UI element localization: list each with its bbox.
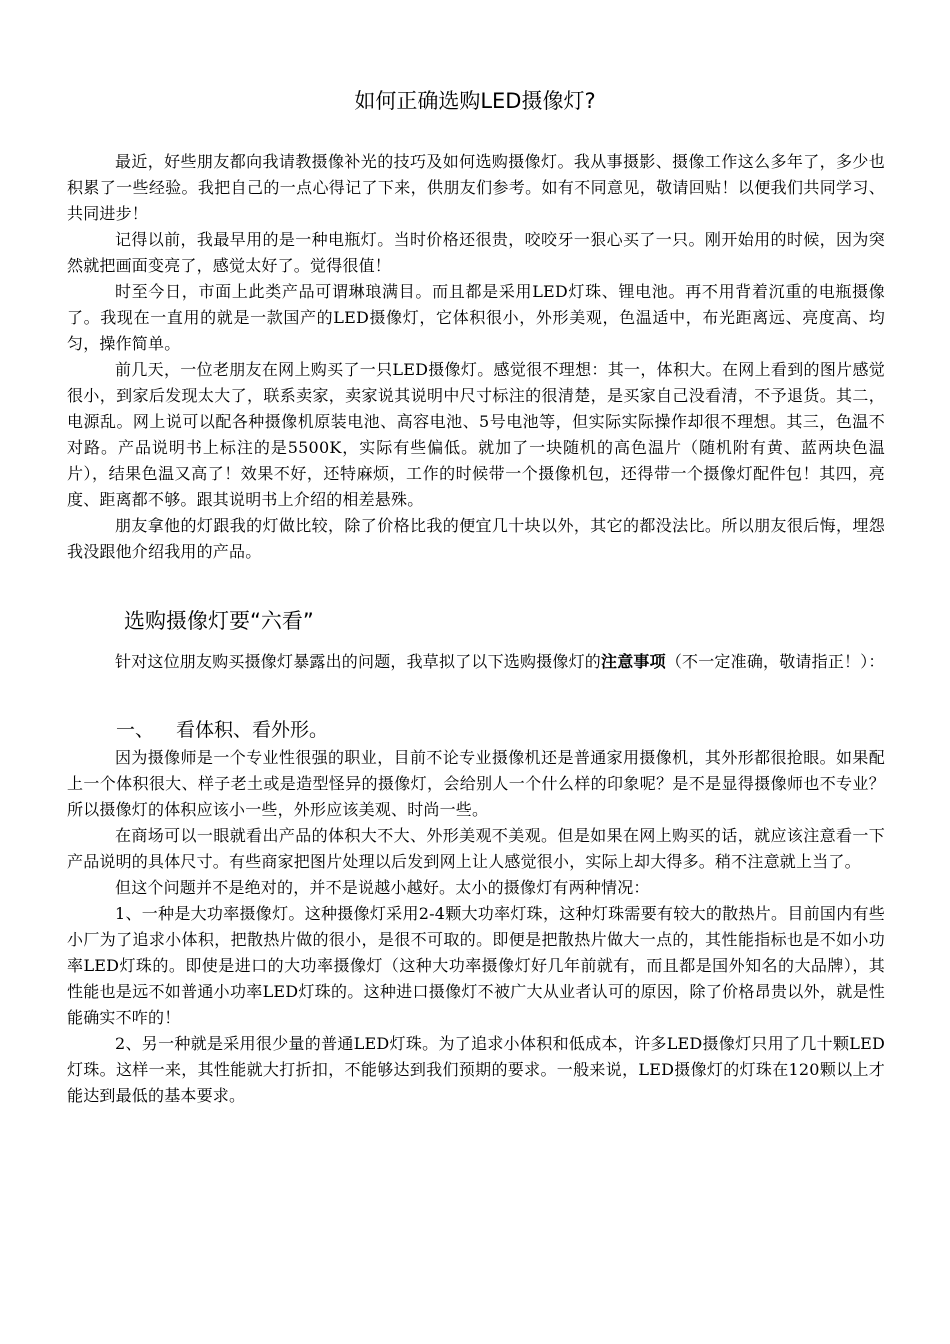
subsection-number: 一、 bbox=[116, 719, 155, 741]
subsection-title: 看体积、看外形。 bbox=[176, 719, 329, 741]
lead-emphasis: 注意事项 bbox=[601, 652, 666, 671]
lead-text: 针对这位朋友购买摄像灯暴露出的问题，我草拟了以下选购摄像灯的 bbox=[115, 652, 602, 671]
lead-text-end: （不一定准确，敬请指正！）： bbox=[665, 652, 885, 671]
subsection-paragraph: 因为摄像师是一个专业性很强的职业，目前不论专业摄像机还是普通家用摄像机，其外形都很抢眼。如果配上一个体积很大、样子老土或是造型怪异的摄像灯，会给别人一个什么样的印象呢？是不是显得摄像师也不专业？所以摄像灯的体积应该小一些，外形应该美观、时尚一些。 bbox=[67, 748, 885, 819]
subsection-paragraph: 1、一种是大功率摄像灯。这种摄像灯采用2-4颗大功率灯珠，这种灯珠需要有较大的散热片。目前国内有些小厂为了追求小体积，把散热片做的很小，是很不可取的。即便是把散热片做大一点的，其性能指标也是不如小功率LED灯珠的。即使是进口的大功率摄像灯（这种大功率摄像灯好几年前就有，而且都是国外知名的大品牌），其性能也是远不如普通小功率LED灯珠的。这种进口摄像灯不被广大从业者认可的原因，除了价格昂贵以外，就是性能确实不咋的！ bbox=[67, 904, 885, 1027]
intro-paragraph: 时至今日，市面上此类产品可谓琳琅满目。而且都是采用LED灯珠、锂电池。再不用背着沉重的电瓶摄像了。我现在一直用的就是一款国产的LED摄像灯，它体积很小，外形美观，色温适中，布光距离远、亮度高、均匀，操作简单。 bbox=[67, 282, 885, 353]
subsection-paragraph: 在商场可以一眼就看出产品的体积大不大、外形美观不美观。但是如果在网上购买的话，就应该注意看一下产品说明的具体尺寸。有些商家把图片处理以后发到网上让人感觉很小，实际上却大得多。稍不注意就上当了。 bbox=[67, 826, 885, 871]
intro-paragraph: 朋友拿他的灯跟我的灯做比较，除了价格比我的便宜几十块以外，其它的都没法比。所以朋友很后悔，埋怨我没跟他介绍我用的产品。 bbox=[67, 516, 885, 561]
subsection-body bbox=[67, 745, 885, 1109]
section-lead bbox=[67, 649, 885, 675]
section-lead-paragraph bbox=[67, 649, 885, 675]
section-heading: 选购摄像灯要“六看” bbox=[124, 609, 314, 633]
subsection-heading bbox=[116, 716, 328, 744]
intro-paragraph: 最近，好些朋友都向我请教摄像补光的技巧及如何选购摄像灯。我从事摄影、摄像工作这么多年了，多少也积累了一些经验。我把自己的一点心得记了下来，供朋友们参考。如有不同意见，敬请回贴！以便我们共同学习、共同进步！ bbox=[67, 152, 885, 223]
document-title: 如何正确选购LED摄像灯? bbox=[354, 89, 596, 113]
subsection-paragraph: 但这个问题并不是绝对的，并不是说越小越好。太小的摄像灯有两种情况： bbox=[115, 878, 650, 897]
subsection-paragraph: 2、另一种就是采用很少量的普通LED灯珠。为了追求小体积和低成本，许多LED摄像灯只用了几十颗LED灯珠。这样一来，其性能就大打折扣，不能够达到我们预期的要求。一般来说，LED摄像灯的灯珠在120颗以上才能达到最低的基本要求。 bbox=[67, 1034, 885, 1105]
intro-section bbox=[67, 149, 885, 565]
intro-paragraph: 记得以前，我最早用的是一种电瓶灯。当时价格还很贵，咬咬牙一狠心买了一只。刚开始用的时候，因为突然就把画面变亮了，感觉太好了。觉得很值！ bbox=[67, 230, 885, 275]
intro-paragraph: 前几天，一位老朋友在网上购买了一只LED摄像灯。感觉很不理想：其一，体积大。在网上看到的图片感觉很小，到家后发现太大了，联系卖家，卖家说其说明中尺寸标注的很清楚，是买家自己没看清，不予退货。其二，电源乱。网上说可以配各种摄像机原装电池、高容电池、5号电池等，但实际实际操作却很不理想。其三，色温不对路。产品说明书上标注的是5500K，实际有些偏低。就加了一块随机的高色温片（随机附有黄、蓝两块色温片），结果色温又高了！效果不好，还特麻烦，工作的时候带一个摄像机包，还得带一个摄像灯配件包！其四，亮度、距离都不够。跟其说明书上介绍的相差悬殊。 bbox=[67, 360, 885, 509]
